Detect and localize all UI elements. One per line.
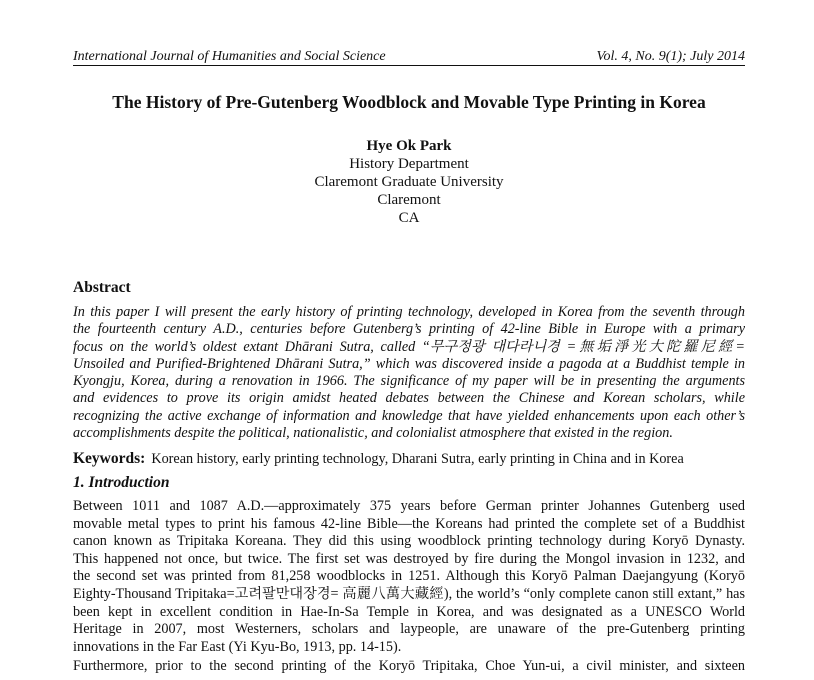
author-name: Hye Ok Park — [366, 138, 452, 154]
section-heading-introduction: 1. Introduction — [73, 474, 170, 491]
intro-line: the second set was printed from 81,258 woodblocks in 1251. Although this Koryō Palman Daejangyung (Koryō — [73, 568, 745, 585]
paper-title: The History of Pre-Gutenberg Woodblock and Movable Type Printing in Korea — [112, 92, 706, 112]
intro-line: Furthermore, prior to the second printing of the Koryō Tripitaka, Choe Yun-ui, a civil minister, and sixteen — [73, 658, 745, 674]
keywords-label: Keywords: — [73, 450, 146, 467]
abstract-body — [73, 304, 745, 442]
intro-line: canon known as Tripitaka Koreana. They did this using woodblock printing technology during Koryō Dynasty. — [73, 533, 745, 550]
running-header — [73, 49, 745, 66]
journal-name: International Journal of Humanities and Social Science — [73, 49, 386, 64]
abstract-line: Unsoiled and Purified-Brightened Dhārani Sutra,” which was discovered inside a pagoda at a Buddhist temple in — [73, 355, 745, 372]
abstract-line: In this paper I will present the early history of printing technology, developed in Korea from the seventh through — [73, 304, 745, 320]
abstract-line: focus on the world’s oldest extant Dhārani Sutra, called “무구정광 대다라니경 =無垢淨光大陀羅尼經= — [73, 338, 745, 355]
abstract-line: Kyongju, Korea, during a renovation in 1966. The significance of my paper will be in presenting the arguments — [73, 373, 745, 390]
intro-line: movable metal types to print his famous 42-line Bible—the Koreans had printed the complete set of a Buddhist — [73, 515, 745, 532]
author-state: CA — [398, 210, 420, 226]
abstract-heading: Abstract — [73, 279, 131, 296]
author-block — [73, 137, 745, 227]
intro-line: This happened not once, but twice. The first set was destroyed by fire during the Mongol invasion in 1232, and — [73, 550, 745, 567]
author-department: History Department — [349, 156, 469, 172]
author-city: Claremont — [377, 192, 441, 208]
author-university: Claremont Graduate University — [314, 174, 504, 190]
introduction-paragraph — [73, 498, 745, 656]
abstract-line: and evidences to prove its origin amidst heated debates between the Chinese and Korean scholars, while — [73, 390, 745, 407]
intro-line: innovations in the Far East (Yi Kyu-Bo, 1913, pp. 14-15). — [73, 638, 402, 655]
issue-info: Vol. 4, No. 9(1); July 2014 — [596, 49, 745, 64]
abstract-line: accomplishments despite the political, nationalistic, and colonialist atmosphere that existed in the region. — [73, 425, 673, 442]
abstract-line: recognizing the active exchange of information and knowledge that have yielded enhancements upon each other’s — [73, 407, 745, 424]
keywords-text: Korean history, early printing technology, Dharani Sutra, early printing in China and in Korea — [151, 451, 684, 467]
intro-line: Heritage in 2007, most Westerners, scholars and laypeople, are unaware of the pre-Gutenberg printing — [73, 621, 745, 638]
intro-line: Between 1011 and 1087 A.D.—approximately 375 years before German printer Johannes Gutenberg used — [73, 498, 745, 514]
intro-line: been kept in excellent condition in Hae-In-Sa Temple in Korea, and was designated as a UNESCO World — [73, 603, 745, 620]
introduction-paragraph-2 — [73, 658, 745, 676]
intro-line: Eighty-Thousand Tripitaka=고려팔만대장경= 高麗八萬大藏經), the world’s “only complete canon still extant,” has — [73, 585, 745, 602]
keywords-line — [73, 450, 684, 468]
abstract-line: the fourteenth century A.D., centuries before Gutenberg’s printing of 42-line Bible in Europe with a primary — [73, 321, 745, 338]
